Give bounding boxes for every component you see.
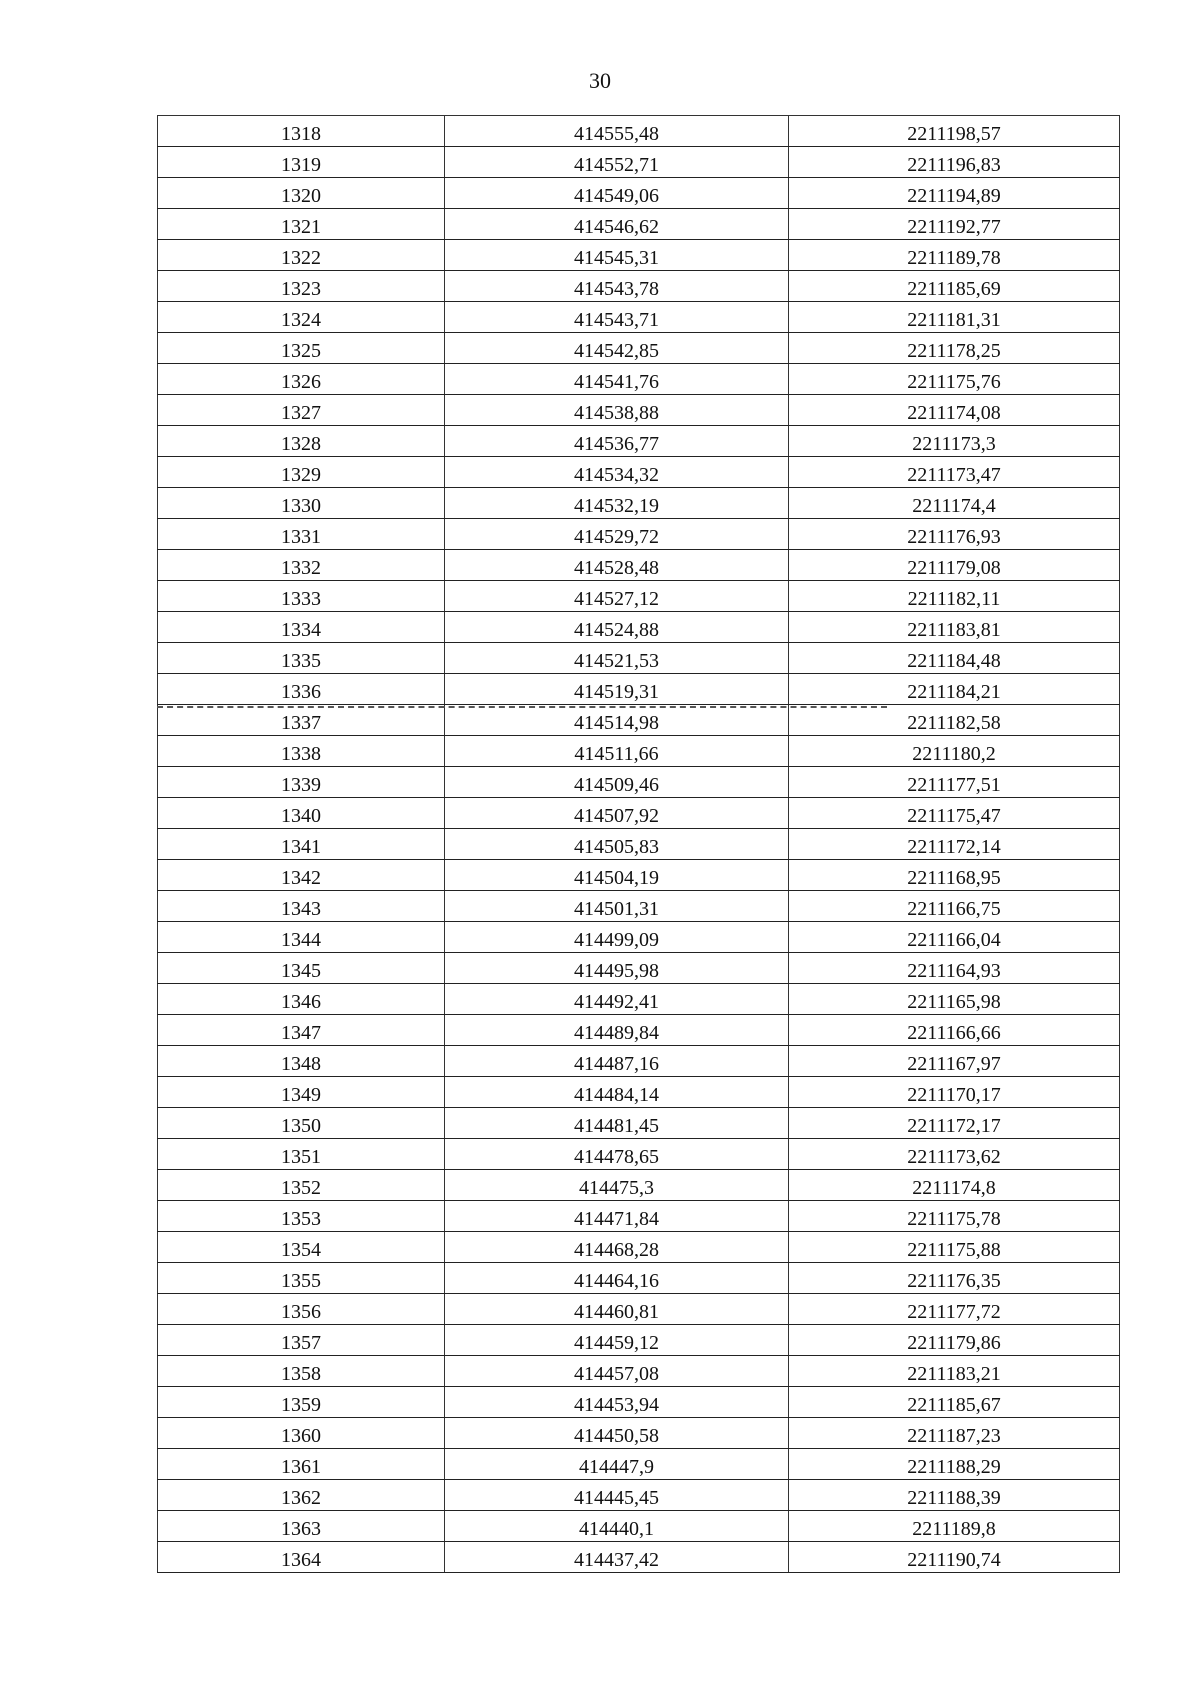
table-row: [158, 364, 1120, 395]
table-row: [158, 1108, 1120, 1139]
point-number-cell: 1343: [158, 891, 445, 922]
point-number-cell: 1360: [158, 1418, 445, 1449]
point-number-cell: 1362: [158, 1480, 445, 1511]
table-row: [158, 891, 1120, 922]
coordinates-table-body: [158, 116, 1120, 1573]
x-coordinate-cell: 414509,46: [445, 767, 789, 798]
point-number-cell: 1328: [158, 426, 445, 457]
y-coordinate-cell: 2211198,57: [789, 116, 1120, 147]
table-row: [158, 1542, 1120, 1573]
x-coordinate-cell: 414542,85: [445, 333, 789, 364]
point-number-cell: 1324: [158, 302, 445, 333]
x-coordinate-cell: 414545,31: [445, 240, 789, 271]
table-row: [158, 581, 1120, 612]
x-coordinate-cell: 414495,98: [445, 953, 789, 984]
y-coordinate-cell: 2211164,93: [789, 953, 1120, 984]
y-coordinate-cell: 2211184,48: [789, 643, 1120, 674]
point-number-cell: 1352: [158, 1170, 445, 1201]
x-coordinate-cell: 414552,71: [445, 147, 789, 178]
x-coordinate-cell: 414529,72: [445, 519, 789, 550]
y-coordinate-cell: 2211173,62: [789, 1139, 1120, 1170]
x-coordinate-cell: 414475,3: [445, 1170, 789, 1201]
table-row: [158, 519, 1120, 550]
point-number-cell: 1337: [158, 705, 445, 736]
x-coordinate-cell: 414543,78: [445, 271, 789, 302]
table-row: [158, 922, 1120, 953]
x-coordinate-cell: 414492,41: [445, 984, 789, 1015]
point-number-cell: 1350: [158, 1108, 445, 1139]
y-coordinate-cell: 2211175,47: [789, 798, 1120, 829]
point-number-cell: 1325: [158, 333, 445, 364]
x-coordinate-cell: 414447,9: [445, 1449, 789, 1480]
table-row: [158, 271, 1120, 302]
x-coordinate-cell: 414468,28: [445, 1232, 789, 1263]
point-number-cell: 1346: [158, 984, 445, 1015]
y-coordinate-cell: 2211165,98: [789, 984, 1120, 1015]
y-coordinate-cell: 2211176,93: [789, 519, 1120, 550]
table-row: [158, 1356, 1120, 1387]
y-coordinate-cell: 2211176,35: [789, 1263, 1120, 1294]
y-coordinate-cell: 2211194,89: [789, 178, 1120, 209]
y-coordinate-cell: 2211187,23: [789, 1418, 1120, 1449]
y-coordinate-cell: 2211196,83: [789, 147, 1120, 178]
point-number-cell: 1347: [158, 1015, 445, 1046]
table-row: [158, 1201, 1120, 1232]
x-coordinate-cell: 414450,58: [445, 1418, 789, 1449]
x-coordinate-cell: 414501,31: [445, 891, 789, 922]
point-number-cell: 1364: [158, 1542, 445, 1573]
x-coordinate-cell: 414440,1: [445, 1511, 789, 1542]
coordinates-table: [157, 115, 1120, 1573]
y-coordinate-cell: 2211172,17: [789, 1108, 1120, 1139]
point-number-cell: 1354: [158, 1232, 445, 1263]
x-coordinate-cell: 414481,45: [445, 1108, 789, 1139]
table-row: [158, 860, 1120, 891]
point-number-cell: 1333: [158, 581, 445, 612]
scan-artifact-dashed-line: [157, 706, 887, 708]
y-coordinate-cell: 2211170,17: [789, 1077, 1120, 1108]
y-coordinate-cell: 2211180,2: [789, 736, 1120, 767]
point-number-cell: 1355: [158, 1263, 445, 1294]
table-row: [158, 953, 1120, 984]
y-coordinate-cell: 2211183,81: [789, 612, 1120, 643]
table-row: [158, 1139, 1120, 1170]
y-coordinate-cell: 2211184,21: [789, 674, 1120, 705]
y-coordinate-cell: 2211188,39: [789, 1480, 1120, 1511]
y-coordinate-cell: 2211179,08: [789, 550, 1120, 581]
point-number-cell: 1323: [158, 271, 445, 302]
x-coordinate-cell: 414549,06: [445, 178, 789, 209]
table-row: [158, 147, 1120, 178]
point-number-cell: 1344: [158, 922, 445, 953]
table-row: [158, 798, 1120, 829]
y-coordinate-cell: 2211174,08: [789, 395, 1120, 426]
table-row: [158, 240, 1120, 271]
point-number-cell: 1351: [158, 1139, 445, 1170]
table-row: [158, 1077, 1120, 1108]
y-coordinate-cell: 2211175,78: [789, 1201, 1120, 1232]
table-row: [158, 333, 1120, 364]
table-row: [158, 612, 1120, 643]
x-coordinate-cell: 414459,12: [445, 1325, 789, 1356]
x-coordinate-cell: 414487,16: [445, 1046, 789, 1077]
point-number-cell: 1318: [158, 116, 445, 147]
table-row: [158, 829, 1120, 860]
point-number-cell: 1348: [158, 1046, 445, 1077]
table-row: [158, 1511, 1120, 1542]
x-coordinate-cell: 414543,71: [445, 302, 789, 333]
point-number-cell: 1332: [158, 550, 445, 581]
x-coordinate-cell: 414532,19: [445, 488, 789, 519]
x-coordinate-cell: 414536,77: [445, 426, 789, 457]
table-row: [158, 116, 1120, 147]
y-coordinate-cell: 2211166,04: [789, 922, 1120, 953]
x-coordinate-cell: 414437,42: [445, 1542, 789, 1573]
y-coordinate-cell: 2211174,8: [789, 1170, 1120, 1201]
point-number-cell: 1319: [158, 147, 445, 178]
point-number-cell: 1341: [158, 829, 445, 860]
y-coordinate-cell: 2211178,25: [789, 333, 1120, 364]
y-coordinate-cell: 2211167,97: [789, 1046, 1120, 1077]
table-row: [158, 1449, 1120, 1480]
y-coordinate-cell: 2211168,95: [789, 860, 1120, 891]
y-coordinate-cell: 2211183,21: [789, 1356, 1120, 1387]
point-number-cell: 1326: [158, 364, 445, 395]
point-number-cell: 1361: [158, 1449, 445, 1480]
table-row: [158, 1015, 1120, 1046]
y-coordinate-cell: 2211188,29: [789, 1449, 1120, 1480]
x-coordinate-cell: 414524,88: [445, 612, 789, 643]
point-number-cell: 1334: [158, 612, 445, 643]
point-number-cell: 1339: [158, 767, 445, 798]
y-coordinate-cell: 2211189,8: [789, 1511, 1120, 1542]
x-coordinate-cell: 414478,65: [445, 1139, 789, 1170]
table-row: [158, 1232, 1120, 1263]
y-coordinate-cell: 2211182,11: [789, 581, 1120, 612]
point-number-cell: 1353: [158, 1201, 445, 1232]
y-coordinate-cell: 2211173,3: [789, 426, 1120, 457]
point-number-cell: 1331: [158, 519, 445, 550]
y-coordinate-cell: 2211166,75: [789, 891, 1120, 922]
x-coordinate-cell: 414499,09: [445, 922, 789, 953]
point-number-cell: 1336: [158, 674, 445, 705]
table-row: [158, 1294, 1120, 1325]
y-coordinate-cell: 2211190,74: [789, 1542, 1120, 1573]
table-row: [158, 457, 1120, 488]
x-coordinate-cell: 414527,12: [445, 581, 789, 612]
y-coordinate-cell: 2211177,51: [789, 767, 1120, 798]
x-coordinate-cell: 414445,45: [445, 1480, 789, 1511]
y-coordinate-cell: 2211179,86: [789, 1325, 1120, 1356]
table-row: [158, 1418, 1120, 1449]
point-number-cell: 1335: [158, 643, 445, 674]
x-coordinate-cell: 414505,83: [445, 829, 789, 860]
x-coordinate-cell: 414460,81: [445, 1294, 789, 1325]
x-coordinate-cell: 414457,08: [445, 1356, 789, 1387]
point-number-cell: 1327: [158, 395, 445, 426]
point-number-cell: 1349: [158, 1077, 445, 1108]
x-coordinate-cell: 414541,76: [445, 364, 789, 395]
y-coordinate-cell: 2211192,77: [789, 209, 1120, 240]
x-coordinate-cell: 414489,84: [445, 1015, 789, 1046]
y-coordinate-cell: 2211172,14: [789, 829, 1120, 860]
y-coordinate-cell: 2211181,31: [789, 302, 1120, 333]
table-row: [158, 1046, 1120, 1077]
point-number-cell: 1356: [158, 1294, 445, 1325]
point-number-cell: 1321: [158, 209, 445, 240]
x-coordinate-cell: 414507,92: [445, 798, 789, 829]
x-coordinate-cell: 414464,16: [445, 1263, 789, 1294]
x-coordinate-cell: 414453,94: [445, 1387, 789, 1418]
x-coordinate-cell: 414471,84: [445, 1201, 789, 1232]
x-coordinate-cell: 414555,48: [445, 116, 789, 147]
table-row: [158, 178, 1120, 209]
table-row: [158, 643, 1120, 674]
x-coordinate-cell: 414519,31: [445, 674, 789, 705]
x-coordinate-cell: 414521,53: [445, 643, 789, 674]
y-coordinate-cell: 2211182,58: [789, 705, 1120, 736]
point-number-cell: 1320: [158, 178, 445, 209]
point-number-cell: 1329: [158, 457, 445, 488]
table-row: [158, 395, 1120, 426]
x-coordinate-cell: 414538,88: [445, 395, 789, 426]
table-row: [158, 705, 1120, 736]
y-coordinate-cell: 2211185,67: [789, 1387, 1120, 1418]
point-number-cell: 1340: [158, 798, 445, 829]
y-coordinate-cell: 2211175,88: [789, 1232, 1120, 1263]
x-coordinate-cell: 414546,62: [445, 209, 789, 240]
point-number-cell: 1359: [158, 1387, 445, 1418]
y-coordinate-cell: 2211173,47: [789, 457, 1120, 488]
x-coordinate-cell: 414514,98: [445, 705, 789, 736]
x-coordinate-cell: 414534,32: [445, 457, 789, 488]
table-row: [158, 1170, 1120, 1201]
table-row: [158, 767, 1120, 798]
table-row: [158, 426, 1120, 457]
table-row: [158, 1263, 1120, 1294]
table-row: [158, 488, 1120, 519]
table-row: [158, 550, 1120, 581]
point-number-cell: 1363: [158, 1511, 445, 1542]
table-row: [158, 674, 1120, 705]
y-coordinate-cell: 2211189,78: [789, 240, 1120, 271]
table-row: [158, 1325, 1120, 1356]
page-number: 30: [589, 68, 611, 93]
point-number-cell: 1345: [158, 953, 445, 984]
table-row: [158, 984, 1120, 1015]
table-row: [158, 302, 1120, 333]
point-number-cell: 1322: [158, 240, 445, 271]
table-row: [158, 1387, 1120, 1418]
y-coordinate-cell: 2211174,4: [789, 488, 1120, 519]
x-coordinate-cell: 414528,48: [445, 550, 789, 581]
y-coordinate-cell: 2211177,72: [789, 1294, 1120, 1325]
point-number-cell: 1330: [158, 488, 445, 519]
y-coordinate-cell: 2211166,66: [789, 1015, 1120, 1046]
x-coordinate-cell: 414511,66: [445, 736, 789, 767]
table-row: [158, 209, 1120, 240]
point-number-cell: 1358: [158, 1356, 445, 1387]
point-number-cell: 1357: [158, 1325, 445, 1356]
x-coordinate-cell: 414484,14: [445, 1077, 789, 1108]
point-number-cell: 1342: [158, 860, 445, 891]
table-row: [158, 736, 1120, 767]
y-coordinate-cell: 2211185,69: [789, 271, 1120, 302]
table-row: [158, 1480, 1120, 1511]
point-number-cell: 1338: [158, 736, 445, 767]
x-coordinate-cell: 414504,19: [445, 860, 789, 891]
y-coordinate-cell: 2211175,76: [789, 364, 1120, 395]
